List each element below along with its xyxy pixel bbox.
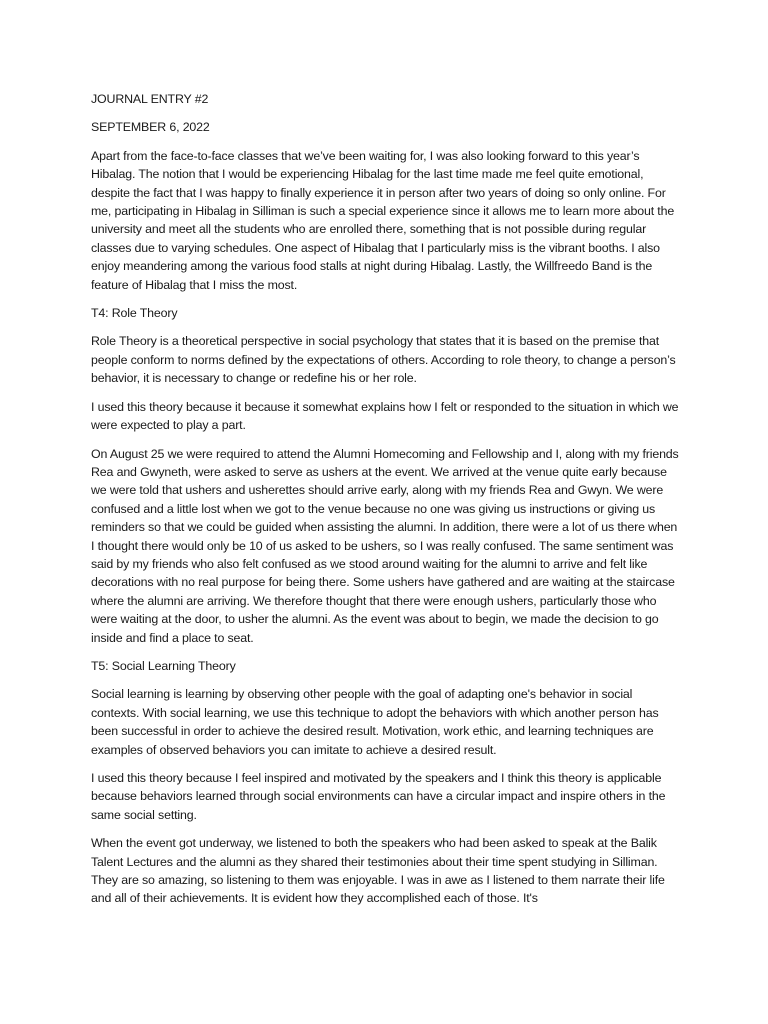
intro-paragraph: Apart from the face-to-face classes that we’ve been waiting for, I was also looking forward to this year’s Hibalag. The notion that I would be experiencing Hibalag for the last time made me feel quite emotional, despite the fact that I was happy to finally experience it in person after two years of doing so only online. For me, participating in Hibalag in Silliman is such a special experience since it allows me to learn more about the university and meet all the students who are enrolled there, something that is not possible during regular classes due to varying schedules. One aspect of Hibalag that I particularly miss is the vibrant booths. I also enjoy meandering among the various food stalls at night during Hibalag. Lastly, the Willfreedo Band is the feature of Hibalag that I miss the most.: [91, 148, 675, 292]
t5-definition-paragraph: Social learning is learning by observing other people with the goal of adapting one's behavior in social contexts. With social learning, we use this technique to adopt the behaviors with which another person has been successful in order to achieve the desired result. Motivation, work ethic, and learning techniques are examples of observed behaviors you can imitate to achieve a desired result.: [91, 687, 659, 757]
t4-reason-paragraph: I used this theory because it because it somewhat explains how I felt or responded to the situation in which we were expected to play a part.: [91, 399, 679, 433]
t4-story-paragraph: On August 25 we were required to attend the Alumni Homecoming and Fellowship and I, along with my friends Rea and Gwyneth, were asked to serve as ushers at the event. We arrived at the venue quite early because we were told that ushers and usherettes should arrive early, along with my friends Rea and Gwyn. We were confused and a little lost when we got to the venue because no one was giving us instructions or giving us reminders so that we could be guided when assisting the alumni. In addition, there were a lot of us there when I thought there would only be 10 of us asked to be ushers, so I was really confused. The same sentiment was said by my friends who also felt confused as we stood around waiting for the alumni to arrive and felt like decorations with no real purpose for being there. Some ushers have gathered and are waiting at the staircase where the alumni are arriving. We therefore thought that there were enough ushers, particularly those who were waiting at the door, to usher the alumni. As the event was about to begin, we made the decision to go inside and find a place to seat.: [91, 446, 679, 645]
entry-title: JOURNAL ENTRY #2: [91, 92, 209, 106]
t4-heading: T4: Role Theory: [91, 306, 178, 321]
entry-date: SEPTEMBER 6, 2022: [91, 120, 210, 135]
t5-story-paragraph: When the event got underway, we listened to both the speakers who had been asked to speak at the Balik Talent Lectures and the alumni as they shared their testimonies about their time spent studying in Silliman. They are so amazing, so listening to them was enjoyable. I was in awe as I listened to them narrate their life and all of their achievements. It is evident how they accomplished each of those. It's: [91, 836, 665, 906]
t5-reason-paragraph: I used this theory because I feel inspired and motivated by the speakers and I think this theory is applicable because behaviors learned through social environments can have a circular impact and inspire others in the same social setting.: [91, 771, 666, 822]
t4-definition-paragraph: Role Theory is a theoretical perspective in social psychology that states that it is based on the premise that people conform to norms defined by the expectations of others. According to role theory, to change a person’s behavior, it is necessary to change or redefine his or her role.: [91, 334, 676, 386]
t5-heading: T5: Social Learning Theory: [91, 658, 236, 673]
